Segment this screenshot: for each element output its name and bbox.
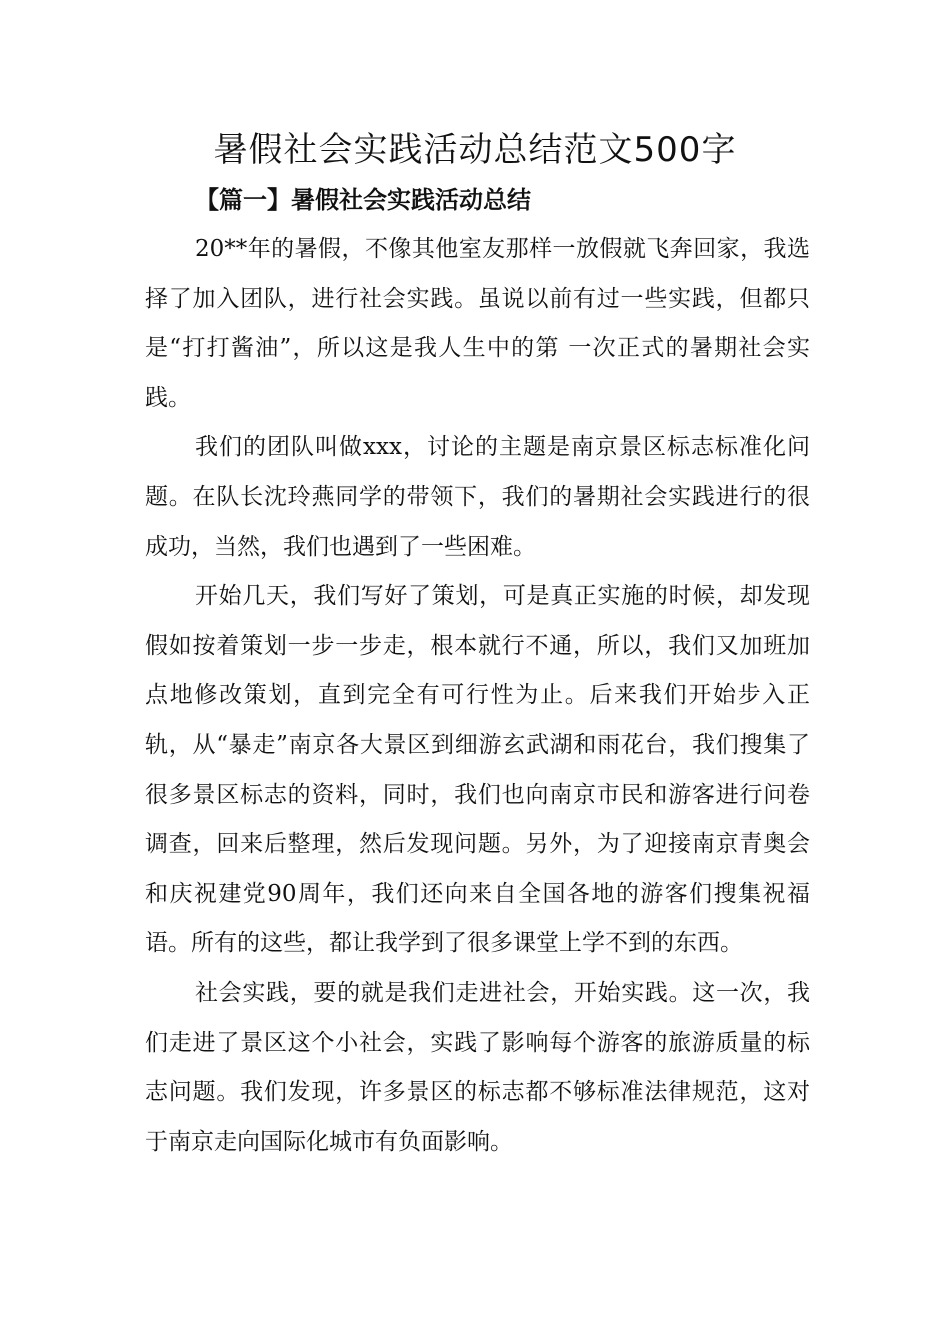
paragraph-2: 我们的团队叫做xxx，讨论的主题是南京景区标志标准化问题。在队长沈玲燕同学的带领下，我们的暑期社会实践进行的很成功，当然，我们也遇到了一些困难。 [145, 434, 810, 560]
paragraph-3: 开始几天，我们写好了策划，可是真正实施的时候，却发现假如按着策划一步一步走，根本就行不通，所以，我们又加班加点地修改策划，直到完全有可行性为止。后来我们开始步入正轨，从“暴走”南京各大景区到细游玄武湖和雨花台，我们搜集了很多景区标志的资料，同时，我们也向南京市民和游客进行问卷调查，回来后整理，然后发现问题。另外，为了迎接南京青奥会和庆祝建党90周年，我们还向来自全国各地的游客们搜集祝福语。所有的这些，都让我学到了很多课堂上学不到的东西。 [145, 583, 810, 957]
document-title: 暑假社会实践活动总结范文500字 [213, 130, 737, 170]
section-heading: 【篇一】暑假社会实践活动总结 [195, 185, 531, 214]
paragraph-1: 20**年的暑假，不像其他室友那样一放假就飞奔回家，我选择了加入团队，进行社会实践。虽说以前有过一些实践，但都只是“打打酱油”，所以这是我人生中的第 一次正式的暑期社会实践。 [145, 236, 810, 411]
paragraph-4: 社会实践，要的就是我们走进社会，开始实践。这一次，我们走进了景区这个小社会，实践了影响每个游客的旅游质量的标志问题。我们发现，许多景区的标志都不够标准法律规范，这对于南京走向国际化城市有负面影响。 [145, 979, 810, 1155]
document-body [145, 225, 810, 1167]
